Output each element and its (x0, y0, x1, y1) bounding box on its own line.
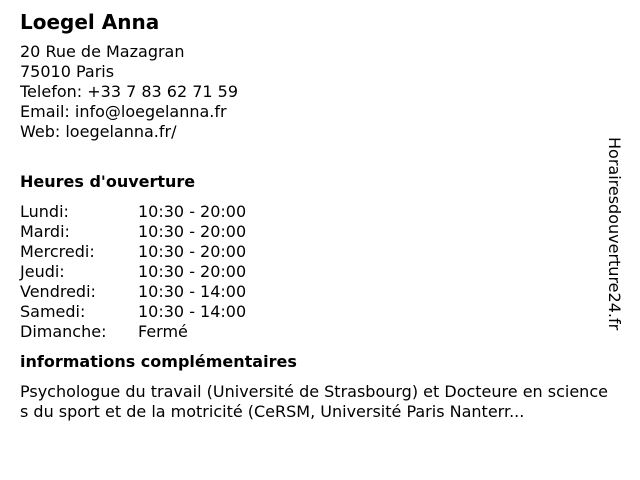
day-label: Mardi: (20, 222, 70, 241)
day-label: Jeudi: (20, 262, 65, 281)
day-label: Samedi: (20, 302, 86, 321)
opening-hours-table (20, 202, 246, 342)
day-label: Mercredi: (20, 242, 95, 261)
day-label: Lundi: (20, 202, 69, 221)
phone-line: Telefon: +33 7 83 62 71 59 (20, 82, 239, 101)
business-name: Loegel Anna (20, 10, 160, 34)
address-line-1: 20 Rue de Mazagran (20, 42, 185, 61)
hours-row-mercredi (20, 242, 246, 262)
day-label: Dimanche: (20, 322, 107, 341)
hours-row-mardi (20, 222, 246, 242)
time-value: 10:30 - 20:00 (138, 242, 247, 261)
hours-heading: Heures d'ouverture (20, 172, 196, 191)
time-value: 10:30 - 20:00 (138, 222, 247, 241)
hours-row-lundi (20, 202, 246, 222)
email-line: Email: info@loegelanna.fr (20, 102, 227, 121)
hours-row-vendredi (20, 282, 246, 302)
web-line: Web: loegelanna.fr/ (20, 122, 177, 141)
business-card (20, 10, 615, 422)
time-value: 10:30 - 14:00 (138, 282, 247, 301)
day-label: Vendredi: (20, 282, 96, 301)
time-value: Fermé (138, 322, 188, 341)
hours-row-dimanche (20, 322, 246, 342)
time-value: 10:30 - 20:00 (138, 202, 247, 221)
time-value: 10:30 - 20:00 (138, 262, 247, 281)
hours-row-jeudi (20, 262, 246, 282)
time-value: 10:30 - 14:00 (138, 302, 247, 321)
address-line-2: 75010 Paris (20, 62, 115, 81)
hours-row-samedi (20, 302, 246, 322)
info-description: Psychologue du travail (Université de Strasbourg) et Docteure en sciences du sport et de la motricité (CeRSM, Université Paris Nanterr... (20, 382, 608, 421)
side-watermark: Horairesdouverture24.fr (605, 137, 624, 331)
info-heading: informations complémentaires (20, 352, 297, 371)
